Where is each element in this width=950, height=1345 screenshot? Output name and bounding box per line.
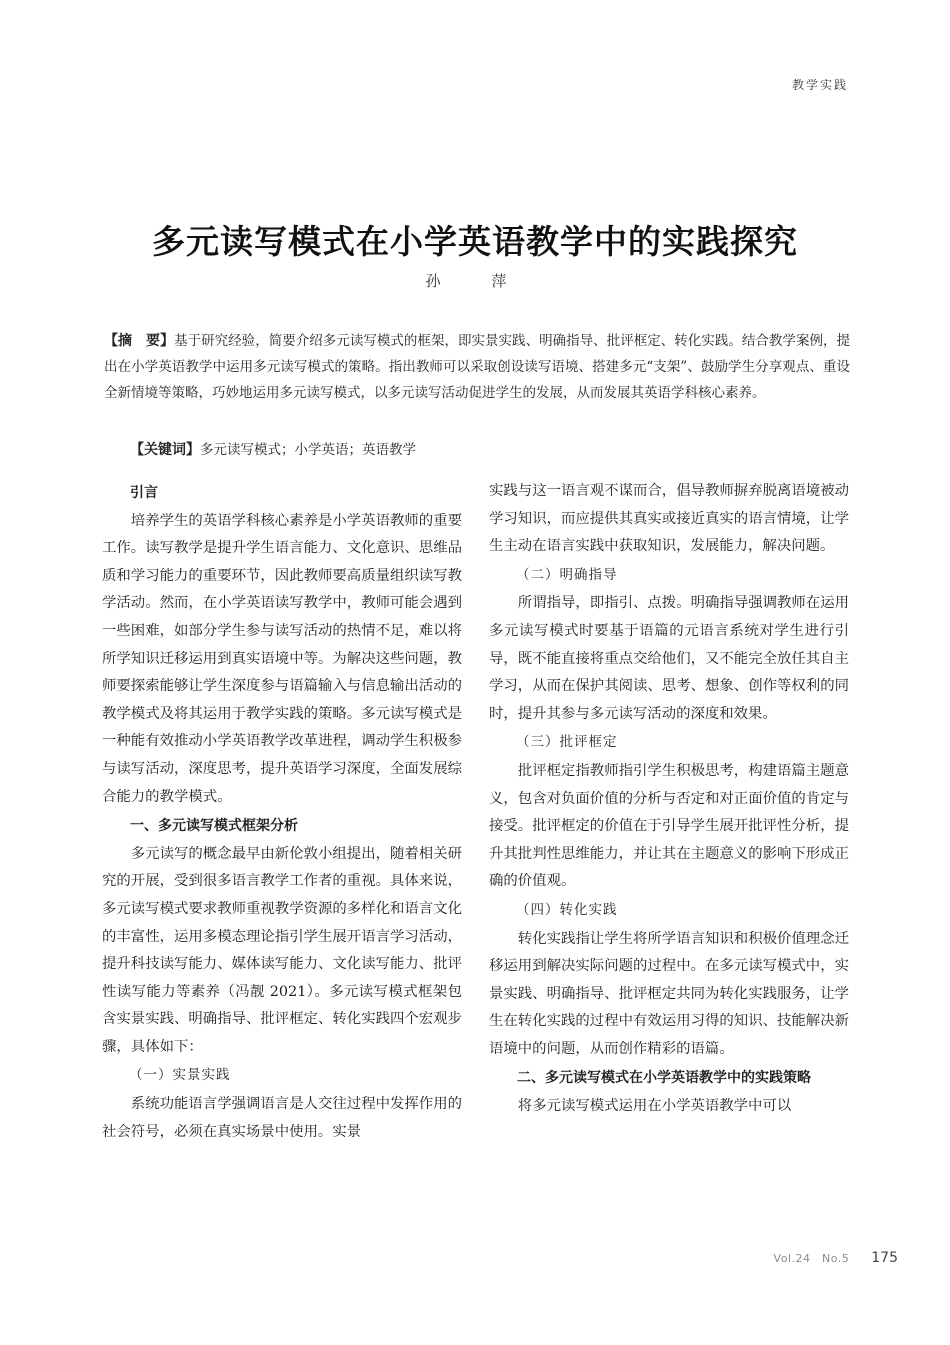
- subsection4-heading: （四）转化实践: [516, 901, 618, 918]
- intro-heading: 引言: [130, 485, 158, 501]
- article-author: 孙 萍: [425, 272, 525, 290]
- keywords: [130, 437, 850, 463]
- section1-heading: 一、多元读写模式框架分析: [130, 818, 298, 835]
- keywords-text: 多元读写模式；小学英语；英语教学: [200, 442, 416, 458]
- subsection3-heading: （三）批评框定: [516, 734, 618, 751]
- subsection2-paragraph: 所谓指导，即指引、点拨。明确指导强调教师在运用多元读写模式时要基于语篇的元语言系统对学生进行引导，既不能直接将重点交给他们，又不能完全放任其自主学习，从而在保护其阅读、思考、想象、创作等权利的同时，提升其参与多元读写活动的深度和效果。: [489, 595, 849, 722]
- abstract-label: 【摘 要】: [104, 333, 175, 349]
- subsection4-paragraph: 转化实践指让学生将所学语言知识和积极价值理念迁移运用到解决实际问题的过程中。在多元读写模式中，实景实践、明确指导、批评框定共同为转化实践服务，让学生在转化实践的过程中有效运用习得的知识、技能解决新语境中的问题，从而创作精彩的语篇。: [489, 930, 849, 1057]
- subsection1-paragraph-start: 系统功能语言学强调语言是人交往过程中发挥作用的社会符号，必须在真实场景中使用。实景: [102, 1096, 462, 1140]
- subsection1-paragraph-continued: 实践与这一语言观不谋而合，倡导教师摒弃脱离语境被动学习知识，而应提供其真实或接近真实的语言情境，让学生主动在语言实践中获取知识，发展能力，解决问题。: [489, 483, 849, 555]
- subsection1-heading: （一）实景实践: [129, 1067, 231, 1084]
- page-footer: [774, 1250, 898, 1266]
- subsection2-heading: （二）明确指导: [516, 566, 618, 583]
- keywords-label: 【关键词】: [130, 442, 200, 458]
- article-title: 多元读写模式在小学英语教学中的实践探究: [152, 222, 798, 261]
- running-head: 教学实践: [791, 78, 848, 92]
- journal-volume-issue: Vol.24 No.5: [773, 1252, 850, 1265]
- section2-paragraph: 将多元读写模式运用在小学英语教学中可以: [517, 1098, 792, 1115]
- page-number: 175: [871, 1250, 898, 1266]
- subsection3-paragraph: 批评框定指教师指引学生积极思考，构建语篇主题意义，包含对负面价值的分析与否定和对正面价值的肯定与接受。批评框定的价值在于引导学生展开批评性分析，提升其批判性思维能力，并让其在主题意义的影响下形成正确的价值观。: [489, 762, 849, 890]
- abstract-text: 基于研究经验，简要介绍多元读写模式的框架，即实景实践、明确指导、批评框定、转化实践。结合教学案例，提出在小学英语教学中运用多元读写模式的策略。指出教师可以采取创设读写语境、搭建多元“支架”、鼓励学生分享观点、重设全新情境等策略，巧妙地运用多元读写模式，以多元读写活动促进学生的发展，从而发展其英语学科核心素养。: [104, 333, 850, 401]
- intro-paragraph: 培养学生的英语学科核心素养是小学英语教师的重要工作。读写教学是提升学生语言能力、文化意识、思维品质和学习能力的重要环节，因此教师要高质量组织读写教学活动。然而，在小学英语读写教学中，教师可能会遇到一些困难，如部分学生参与读写活动的热情不足，难以将所学知识迁移运用到真实语境中等。为解决这些问题，教师要探索能够让学生深度参与语篇输入与信息输出活动的教学模式及将其运用于教学实践的策略。多元读写模式是一种能有效推动小学英语教学改革进程，调动学生积极参与读写活动，深度思考，提升英语学习深度，全面发展综合能力的教学模式。: [102, 512, 462, 805]
- section1-paragraph: 多元读写的概念最早由新伦敦小组提出，随着相关研究的开展，受到很多语言教学工作者的重视。具体来说，多元读写模式要求教师重视教学资源的多样化和语言文化的丰富性，运用多模态理论指引学生展开语言学习活动，提升科技读写能力、媒体读写能力、文化读写能力、批评性读写能力等素养（冯靓 2021）。多元读写模式框架包含实景实践、明确指导、批评框定、转化实践四个宏观步骤，具体如下：: [102, 845, 462, 1055]
- abstract: [104, 328, 850, 406]
- section2-heading: 二、多元读写模式在小学英语教学中的实践策略: [517, 1070, 811, 1087]
- right-column: [489, 478, 849, 1121]
- left-column: [102, 478, 462, 1146]
